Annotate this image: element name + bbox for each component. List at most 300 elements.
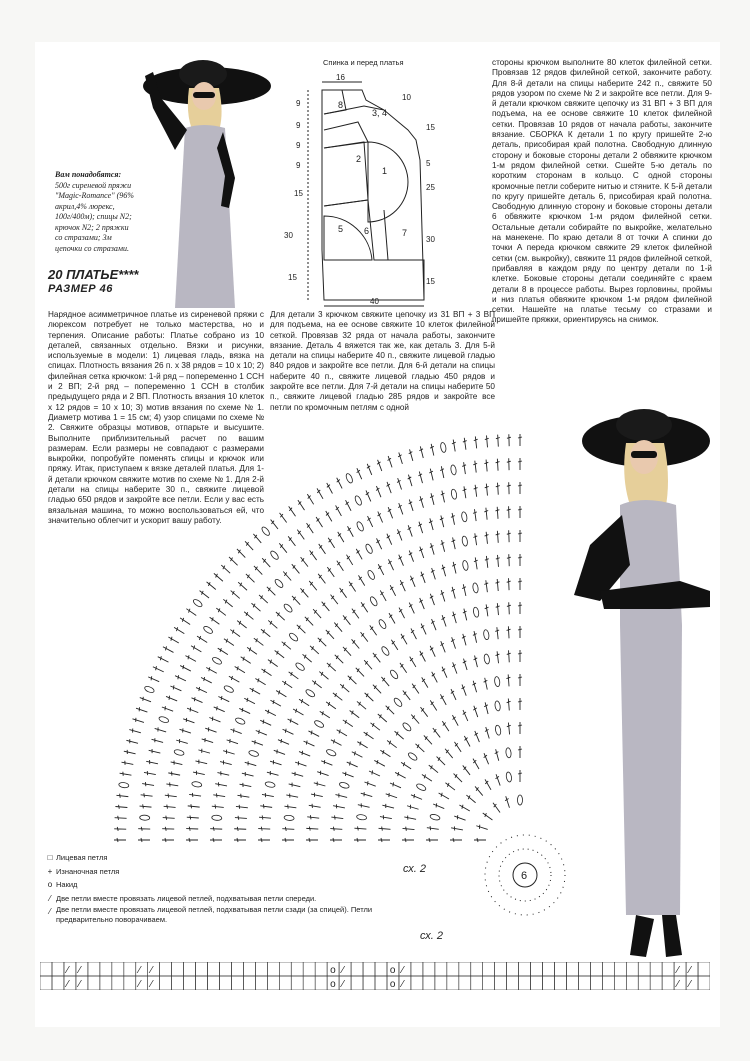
crochet-stitch <box>170 684 183 693</box>
crochet-stitch <box>280 640 292 651</box>
crochet-stitch <box>484 580 490 592</box>
crochet-stitch <box>235 717 246 726</box>
knit-cell <box>208 962 220 976</box>
knit-cell <box>459 962 471 976</box>
crochet-stitch <box>518 434 522 446</box>
crochet-stitch <box>283 603 294 614</box>
knit-symbol: o <box>389 979 396 990</box>
crochet-stitch <box>116 793 128 798</box>
crochet-stitch <box>484 726 491 739</box>
crochet-stitch <box>359 601 369 613</box>
crochet-stitch <box>335 793 348 800</box>
crochet-stitch <box>495 579 500 591</box>
crochet-stitch <box>296 528 306 540</box>
crochet-stitch <box>407 550 415 563</box>
crochet-stitch <box>234 827 246 831</box>
crochet-stitch <box>429 543 436 556</box>
crochet-stitch <box>483 654 490 665</box>
crochet-stitch <box>379 749 391 759</box>
crochet-stitch <box>161 705 174 713</box>
crochet-stitch <box>245 572 256 583</box>
crochet-stitch <box>518 795 523 805</box>
crochet-stitch <box>308 729 320 738</box>
knit-cell <box>40 962 52 976</box>
crochet-stitch <box>386 739 398 749</box>
crochet-stitch <box>261 526 271 537</box>
crochet-stitch <box>163 804 175 809</box>
crochet-stitch <box>203 625 214 635</box>
crochet-stitch <box>439 466 445 479</box>
knit-cell <box>148 962 160 976</box>
crochet-stitch <box>291 595 302 607</box>
crochet-stitch <box>484 532 489 544</box>
crochet-stitch <box>198 589 210 600</box>
crochet-stitch <box>162 838 174 842</box>
crochet-stitch <box>121 760 134 766</box>
crochet-stitch <box>429 493 436 506</box>
crochet-stitch <box>409 628 418 640</box>
crochet-stitch <box>410 793 423 801</box>
crochet-stitch <box>406 804 419 811</box>
knit-cell <box>231 976 243 990</box>
knit-cell <box>471 976 483 990</box>
crochet-stitch <box>277 738 290 746</box>
knit-symbol: ⁄ <box>401 965 404 976</box>
crochet-stitch <box>341 614 352 626</box>
crochet-stitch <box>351 750 363 759</box>
crochet-stitch <box>346 674 357 685</box>
diagram-caption: Спинка и перед платья <box>323 58 404 67</box>
crochet-stitch <box>430 671 439 683</box>
crochet-stitch <box>363 730 375 740</box>
crochet-stitch <box>356 740 368 750</box>
knit-chart-strip <box>40 962 710 990</box>
crochet-stitch <box>450 465 457 476</box>
crochet-stitch <box>389 669 399 680</box>
crochet-stitch <box>326 748 337 757</box>
knit-symbol: ⁄ <box>78 979 81 990</box>
knit-cell <box>231 962 243 976</box>
crochet-stitch <box>123 749 136 756</box>
knit-cell <box>674 962 686 976</box>
crochet-stitch <box>375 485 383 498</box>
crochet-stitch <box>264 708 277 717</box>
knit-cell <box>220 962 232 976</box>
crochet-stitch <box>376 511 384 524</box>
knit-symbol: ⁄ <box>138 965 141 976</box>
knit-cell <box>64 962 76 976</box>
crochet-stitch <box>339 683 351 694</box>
crochet-stitch <box>267 658 279 668</box>
knit-cell <box>375 976 387 990</box>
crochet-stitch <box>507 434 511 446</box>
crochet-stitch <box>355 467 363 480</box>
crochet-stitch <box>282 838 294 842</box>
crochet-stitch <box>461 584 468 597</box>
crochet-stitch <box>397 502 405 515</box>
knit-symbol: ⁄ <box>689 979 691 990</box>
crochet-stitch <box>275 611 287 622</box>
knit-cell <box>578 962 590 976</box>
crochet-stitch <box>189 793 201 799</box>
crochet-stitch <box>495 603 500 615</box>
crochet-stitch <box>313 781 326 788</box>
crochet-stitch <box>367 569 376 580</box>
symbol-legend <box>44 851 374 925</box>
crochet-stitch <box>330 827 342 832</box>
crochet-stitch <box>348 709 360 719</box>
knit-cell <box>64 976 76 990</box>
crochet-stitch <box>407 602 416 615</box>
crochet-stitch <box>387 558 396 571</box>
crochet-stitch <box>253 637 265 647</box>
crochet-stitch <box>265 585 276 596</box>
knit-cell <box>52 976 64 990</box>
hat-crown <box>616 409 672 441</box>
crochet-stitch <box>205 666 217 675</box>
crochet-stitch <box>439 693 448 705</box>
crochet-stitch <box>431 727 442 739</box>
crochet-stitch <box>186 827 198 831</box>
crochet-stitch <box>218 695 231 704</box>
crochet-stitch <box>213 705 226 713</box>
knit-cell <box>566 976 578 990</box>
crochet-stitch <box>335 560 345 572</box>
crochet-stitch <box>205 726 218 734</box>
crochet-stitch <box>354 826 366 831</box>
crochet-stitch <box>507 650 512 662</box>
crochet-stitch <box>260 667 272 677</box>
title-main: 20 ПЛАТЬЕ**** <box>48 267 139 282</box>
crochet-stitch <box>444 781 456 791</box>
crochet-stitch <box>138 838 150 842</box>
knit-symbol: ⁄ <box>66 965 69 976</box>
crochet-stitch <box>495 627 500 639</box>
crochet-stitch <box>355 548 364 560</box>
crochet-stitch <box>148 748 161 755</box>
crochet-stitch <box>165 695 178 703</box>
crochet-stitch <box>329 593 340 605</box>
crochet-stitch <box>507 578 512 590</box>
crochet-stitch <box>354 666 365 677</box>
crochet-stitch <box>278 512 288 524</box>
crochet-stitch <box>220 760 233 767</box>
crochet-stitch <box>518 650 522 662</box>
crochet-stitch <box>407 499 415 512</box>
crochet-stitch <box>518 482 522 494</box>
crochet-stitch <box>226 738 239 746</box>
part-1 <box>368 142 408 222</box>
crochet-stitch <box>427 826 439 832</box>
knit-cell <box>507 962 519 976</box>
crochet-stitch <box>282 827 294 832</box>
knit-cell <box>447 962 459 976</box>
boot-right <box>662 915 682 957</box>
crochet-stitch <box>485 435 490 447</box>
crochet-stitch <box>266 770 279 777</box>
knit-symbol: ⁄ <box>342 965 344 976</box>
crochet-stitch <box>418 650 427 662</box>
knit-cell <box>255 962 267 976</box>
crochet-stitch <box>393 697 403 708</box>
crochet-stitch <box>384 704 395 715</box>
crochet-stitch <box>223 685 234 694</box>
chart-label-cx2-a: сх. 2 <box>403 863 426 875</box>
knit-cell <box>531 962 543 976</box>
crochet-stitch <box>451 714 460 726</box>
crochet-stitch <box>506 626 511 638</box>
crochet-stitch <box>308 549 318 561</box>
crochet-stitch <box>428 645 437 658</box>
knit-cell <box>650 962 662 976</box>
knit-cell <box>351 962 363 976</box>
dim-9b: 9 <box>296 121 301 130</box>
knit-cell <box>172 962 184 976</box>
crochet-stitch <box>287 717 299 726</box>
crochet-stitch <box>389 781 402 789</box>
knit-cell <box>638 976 650 990</box>
crochet-stitch <box>518 674 522 686</box>
crochet-stitch <box>376 563 385 576</box>
crochet-stitch <box>394 771 406 780</box>
crochet-stitch <box>484 508 489 520</box>
knit-cell <box>543 962 555 976</box>
crochet-stitch <box>320 600 331 612</box>
crochet-stitch <box>179 664 192 673</box>
knit-cell <box>435 976 447 990</box>
crochet-stitch <box>461 511 468 522</box>
knit-symbol: ⁄ <box>342 979 344 990</box>
crochet-stitch <box>350 638 361 650</box>
crochet-stitch <box>483 702 490 715</box>
knit-cell <box>411 962 423 976</box>
chart-label-cx2-b: сх. 2 <box>420 930 443 942</box>
crochet-stitch <box>378 826 390 831</box>
knit-cell <box>531 976 543 990</box>
crochet-stitch <box>451 561 458 574</box>
crochet-stitch <box>346 760 359 769</box>
knit-cell <box>172 976 184 990</box>
crochet-stitch <box>147 675 160 683</box>
crochet-stitch <box>295 623 306 634</box>
crochet-stitch <box>440 540 447 553</box>
knit-cell <box>614 976 626 990</box>
boot-left <box>630 915 654 957</box>
crochet-stitch <box>315 487 324 499</box>
crochet-stitch <box>376 713 388 724</box>
crochet-stitch <box>402 722 413 733</box>
knit-cell <box>136 976 148 990</box>
crochet-stitch <box>410 713 421 725</box>
crochet-stitch <box>404 815 417 821</box>
legend-item: + Изнаночная петля <box>44 865 374 879</box>
crochet-stitch <box>461 633 468 646</box>
crochet-stitch <box>151 737 164 744</box>
crochet-stitch <box>380 645 390 656</box>
crochet-stitch <box>236 619 248 630</box>
crochet-stitch <box>338 587 348 599</box>
crochet-stitch <box>461 536 468 547</box>
crochet-stitch <box>299 556 310 568</box>
crochet-stitch <box>244 540 255 552</box>
crochet-stitch <box>326 537 336 549</box>
knit-cell <box>267 976 279 990</box>
knit-cell <box>291 976 303 990</box>
crochet-stitch <box>484 483 489 495</box>
crochet-stitch <box>316 636 327 647</box>
dim-5: 5 <box>426 159 431 168</box>
crochet-stitch <box>320 759 333 767</box>
crochet-stitch <box>333 621 344 633</box>
knit-cell <box>686 962 698 976</box>
knit-cell <box>566 962 578 976</box>
crochet-stitch <box>290 563 301 575</box>
crochet-stitch <box>450 637 458 650</box>
crochet-stitch <box>238 707 251 716</box>
crochet-stitch <box>440 666 449 679</box>
knit-cell <box>399 976 411 990</box>
crochet-stitch <box>418 546 426 559</box>
crochet-stitch <box>427 764 439 775</box>
knit-cell <box>124 976 136 990</box>
crochet-stitch <box>397 554 405 567</box>
legend-item: □ Лицевая петля <box>44 851 374 865</box>
knit-cell <box>76 976 88 990</box>
knit-symbol: o <box>330 965 336 976</box>
crochet-stitch <box>186 706 199 714</box>
dim-9c: 9 <box>296 141 301 150</box>
knit-symbol: ⁄ <box>78 965 81 976</box>
crochet-stitch <box>324 629 335 641</box>
crochet-stitch <box>430 618 438 631</box>
crochet-stitch <box>258 827 270 832</box>
crochet-stitch <box>365 463 373 476</box>
crochet-stitch <box>193 770 206 776</box>
crochet-stitch <box>356 521 365 532</box>
crochet-stitch <box>114 816 126 821</box>
crochet-stitch <box>237 581 249 592</box>
crochet-stitch <box>229 589 241 600</box>
crochet-stitch <box>288 782 301 789</box>
knit-cell <box>590 976 602 990</box>
crochet-stitch <box>239 782 252 788</box>
knit-cell <box>112 976 124 990</box>
crochet-stitch <box>482 752 490 765</box>
crochet-stitch <box>305 522 315 534</box>
crochet-stitch <box>461 764 471 776</box>
knit-cell <box>602 976 614 990</box>
knit-cell <box>555 976 567 990</box>
crochet-stitch <box>326 661 338 672</box>
knit-cell <box>76 962 88 976</box>
crochet-stitch <box>254 677 266 687</box>
crochet-stitch <box>278 542 289 554</box>
crochet-stitch <box>428 593 436 606</box>
crochet-stitch <box>471 758 480 770</box>
crochet-stitch <box>473 509 479 521</box>
crochet-stitch <box>354 495 363 506</box>
knit-cell <box>339 976 351 990</box>
crochet-stitch <box>450 586 457 599</box>
knit-cell <box>351 976 363 990</box>
crochet-stitch <box>286 793 299 799</box>
dim-15a: 15 <box>426 123 435 132</box>
crochet-stitch <box>192 598 203 608</box>
crochet-stitch <box>439 589 446 602</box>
crochet-stitch <box>261 557 272 569</box>
crochet-stitch <box>451 439 457 451</box>
dim-10: 10 <box>402 93 411 102</box>
crochet-stitch <box>408 449 415 462</box>
crochet-stitch <box>472 705 480 718</box>
crochet-stitch <box>495 531 500 543</box>
dim-9d: 9 <box>296 161 301 170</box>
crochet-stitch <box>208 616 220 626</box>
crochet-stitch <box>369 596 378 607</box>
crochet-stitch <box>188 804 200 809</box>
crochet-stitch <box>451 826 464 832</box>
crochet-stitch <box>332 691 344 702</box>
dim-30a: 30 <box>284 231 293 240</box>
crochet-stitch <box>201 737 214 744</box>
crochet-stitch <box>473 460 478 472</box>
crochet-stitch <box>306 838 318 842</box>
crochet-stitch <box>484 459 489 471</box>
knit-cell <box>423 962 435 976</box>
crochet-stitch <box>402 826 414 831</box>
crochet-stitch <box>440 490 447 503</box>
crochet-stitch <box>496 434 501 446</box>
crochet-stitch <box>140 815 150 821</box>
crochet-stitch <box>407 474 414 487</box>
crochet-stitch <box>205 580 217 591</box>
crochet-stitch <box>518 458 522 470</box>
part-label-1: 1 <box>382 166 388 176</box>
knit-cell <box>112 962 124 976</box>
crochet-stitch <box>346 525 355 537</box>
materials-heading: Вам понадобятся: <box>55 170 122 179</box>
knit-symbol: o <box>389 965 396 976</box>
crochet-stitch <box>428 518 435 531</box>
crochet-stitch <box>440 564 447 577</box>
part-3-4 <box>324 122 368 148</box>
crochet-stitch <box>418 496 425 509</box>
crochet-stitch <box>241 771 254 778</box>
knit-cell <box>279 976 291 990</box>
crochet-stitch <box>259 815 271 820</box>
knit-cell <box>160 976 172 990</box>
crochet-stitch <box>419 623 428 636</box>
crochet-stitch <box>139 804 151 809</box>
knit-cell <box>626 976 638 990</box>
knit-cell <box>208 976 220 990</box>
sunglasses <box>193 92 215 98</box>
legend-item: ⁄ Две петли вместе провязать лицевой петлей, подхватывая петли спереди. <box>44 892 374 906</box>
dim-30b: 30 <box>426 235 435 244</box>
knit-cell <box>495 976 507 990</box>
text-column-3: стороны крючком выполните 80 клеток филейной сетки. Провязав 12 рядов филейной сеткой, закончите работу. Для 8-й детали на спицы наберите 242 п., свяжите 50 рядов узором по схеме № 2 и закройте все петли. Для 9-й детали крючком свяжите цепочку из 31 ВП + 3 ВП для подъема, на ее основе свяжите 10 клеток филейной сетки. Провязав 10 рядов от начала работы, закончите вязание. СБОРКА К детали 1 по кругу пришейте 2-ю деталь, присобирая край полотна. Свободную длинную сторону и боковые стороны детали 2 обвяжите крючком 1-м рядом филейной сетки. Сшейте 5-ю деталь по коротким сторонам в кольцо. С одной стороны кромочные петли соберите нитью и стяните. К 5-й детали по кругу пришейте деталь 6, присобирая край полотна. Свободную длинную сторону и боковые стороны детали 6 обвяжите крючком 1-м рядом филейной сетки. Остальные детали собирайте по выкройке, желательно на манекене. По краю детали 8 от точки А спинки до точки А переда крючком свяжите 29 клеток филейной сетки (см. выкройку), свяжите 11 рядов филейной сеткой, прибавляя в каждом ряду по центру детали по 1-й клетке. Боковые стороны детали соединяйте с краем детали 8 в процессе работы. Вырез горловины, проймы и низ платья обвяжите крючком 1-м рядом филейной сетки. Нашейте на платье тесьму со стразами и пришейте пряжки, ориентируясь на снимок. <box>492 58 712 325</box>
crochet-stitch <box>235 816 247 821</box>
crochet-stitch <box>465 794 477 805</box>
crochet-stitch <box>119 782 130 788</box>
crochet-stitch <box>345 554 355 566</box>
knit-cell <box>196 976 208 990</box>
crochet-stitch <box>174 749 185 756</box>
knit-cell <box>698 962 710 976</box>
crochet-stitch <box>451 662 459 675</box>
knit-cell <box>148 976 160 990</box>
knit-cell <box>124 962 136 976</box>
